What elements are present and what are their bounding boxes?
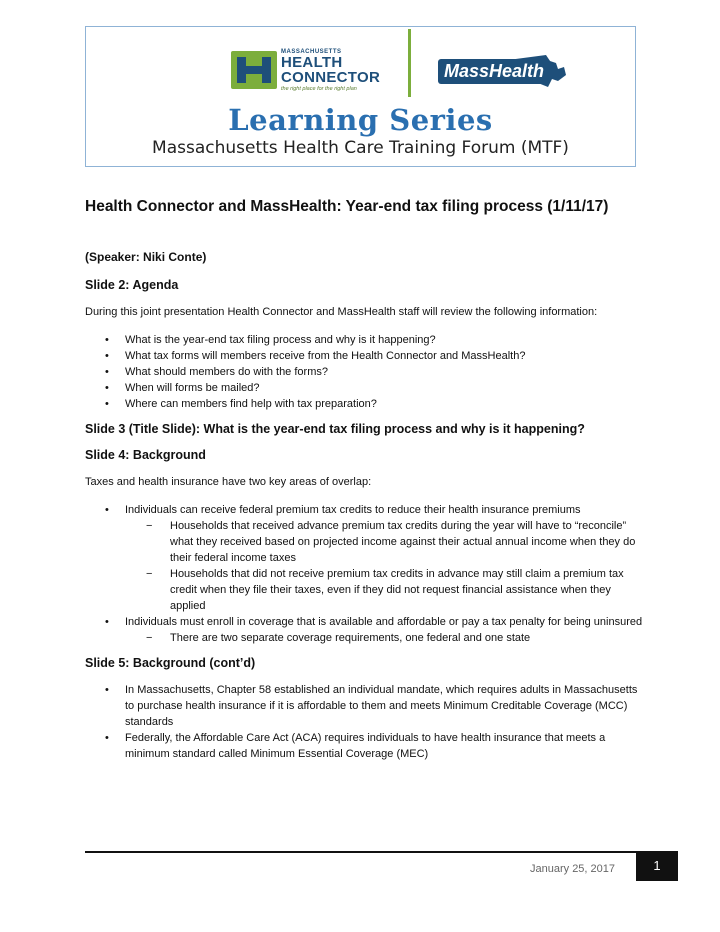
bullet-icon: •	[105, 366, 109, 378]
sub-item-text: There are two separate coverage requirements, one federal and one state	[170, 632, 531, 644]
agenda-item-text: What is the year-end tax filing process and why is it happening?	[125, 334, 436, 346]
list-item	[85, 730, 645, 762]
sub-item-text: Households that received advance premium tax credits during the year will have to “reconcile” what they received based on projected income against their actual annual income when they do their federal income taxes	[170, 520, 636, 564]
slide-4-heading: Slide 4: Background	[85, 448, 206, 462]
list-item	[85, 502, 645, 614]
dash-icon: −	[146, 520, 153, 532]
bullet-icon: •	[105, 350, 109, 362]
list-item	[85, 380, 645, 396]
health-connector-logo	[231, 47, 381, 97]
masshealth-wordmark: MassHealth	[438, 59, 550, 84]
list-item	[85, 682, 645, 730]
learning-series-banner	[85, 26, 636, 167]
hc-logo-connector: CONNECTOR	[281, 69, 381, 86]
agenda-item-text: What should members do with the forms?	[125, 366, 328, 378]
bullet-icon: •	[105, 334, 109, 346]
list-item	[85, 614, 645, 646]
learning-series-title: Learning Series	[228, 103, 493, 137]
dash-icon: −	[146, 632, 153, 644]
slide-4-intro: Taxes and health insurance have two key areas of overlap:	[85, 476, 372, 488]
bullet-icon: •	[105, 732, 109, 744]
list-item	[85, 364, 645, 380]
document-body	[85, 198, 645, 772]
background-list	[85, 502, 645, 646]
list-item	[85, 332, 645, 348]
list-item	[125, 566, 645, 614]
slide-3-heading: Slide 3 (Title Slide): What is the year-end tax filing process and why is it happening?	[85, 422, 585, 436]
agenda-list	[85, 332, 645, 412]
sub-list	[125, 630, 645, 646]
sub-list	[125, 518, 645, 614]
hc-logo-health: HEALTH	[281, 54, 343, 71]
bullet-icon: •	[105, 616, 109, 628]
logo-divider	[408, 29, 411, 97]
speaker-line: (Speaker: Niki Conte)	[85, 250, 207, 264]
background-cont-item-text: In Massachusetts, Chapter 58 established an individual mandate, which requires adults in Massachusetts to purchase health insurance if it is affordable to them and meets Minimum Creditable Coverage (MCC) standards	[125, 684, 638, 728]
background-item-text: Individuals can receive federal premium tax credits to reduce their health insurance premiums	[125, 504, 581, 516]
document-title: Health Connector and MassHealth: Year-end tax filing process (1/11/17)	[85, 198, 609, 215]
page-number: 1	[636, 851, 678, 881]
list-item	[85, 396, 645, 412]
agenda-item-text: Where can members find help with tax preparation?	[125, 398, 377, 410]
slide-5-heading: Slide 5: Background (cont’d)	[85, 656, 256, 670]
bullet-icon: •	[105, 398, 109, 410]
bullet-icon: •	[105, 504, 109, 516]
dash-icon: −	[146, 568, 153, 580]
list-item	[125, 630, 645, 646]
masshealth-logo	[438, 47, 568, 97]
list-item	[85, 348, 645, 364]
agenda-item-text: When will forms be mailed?	[125, 382, 260, 394]
sub-item-text: Households that did not receive premium tax credits in advance may still claim a premium tax credit when they file their taxes, even if they did not request financial assistance when they applied	[170, 568, 624, 612]
hc-logo-state: MASSACHUSETTS	[281, 49, 342, 55]
background-cont-item-text: Federally, the Affordable Care Act (ACA) requires individuals to have health insurance that meets a minimum standard called Minimum Essential Coverage (MEC)	[125, 732, 606, 760]
training-forum-subtitle: Massachusetts Health Care Training Forum (MTF)	[152, 138, 569, 158]
bullet-icon: •	[105, 684, 109, 696]
footer-rule	[85, 851, 636, 853]
footer-date: January 25, 2017	[530, 863, 616, 875]
list-item	[125, 518, 645, 566]
slide-2-intro: During this joint presentation Health Connector and MassHealth staff will review the following information:	[85, 306, 598, 318]
background-cont-list	[85, 682, 645, 762]
health-connector-icon	[231, 51, 277, 89]
background-item-text: Individuals must enroll in coverage that is available and affordable or pay a tax penalty for being uninsured	[125, 616, 643, 628]
slide-2-heading: Slide 2: Agenda	[85, 278, 179, 292]
hc-logo-tagline: the right place for the right plan	[281, 86, 357, 92]
bullet-icon: •	[105, 382, 109, 394]
agenda-item-text: What tax forms will members receive from the Health Connector and MassHealth?	[125, 350, 526, 362]
